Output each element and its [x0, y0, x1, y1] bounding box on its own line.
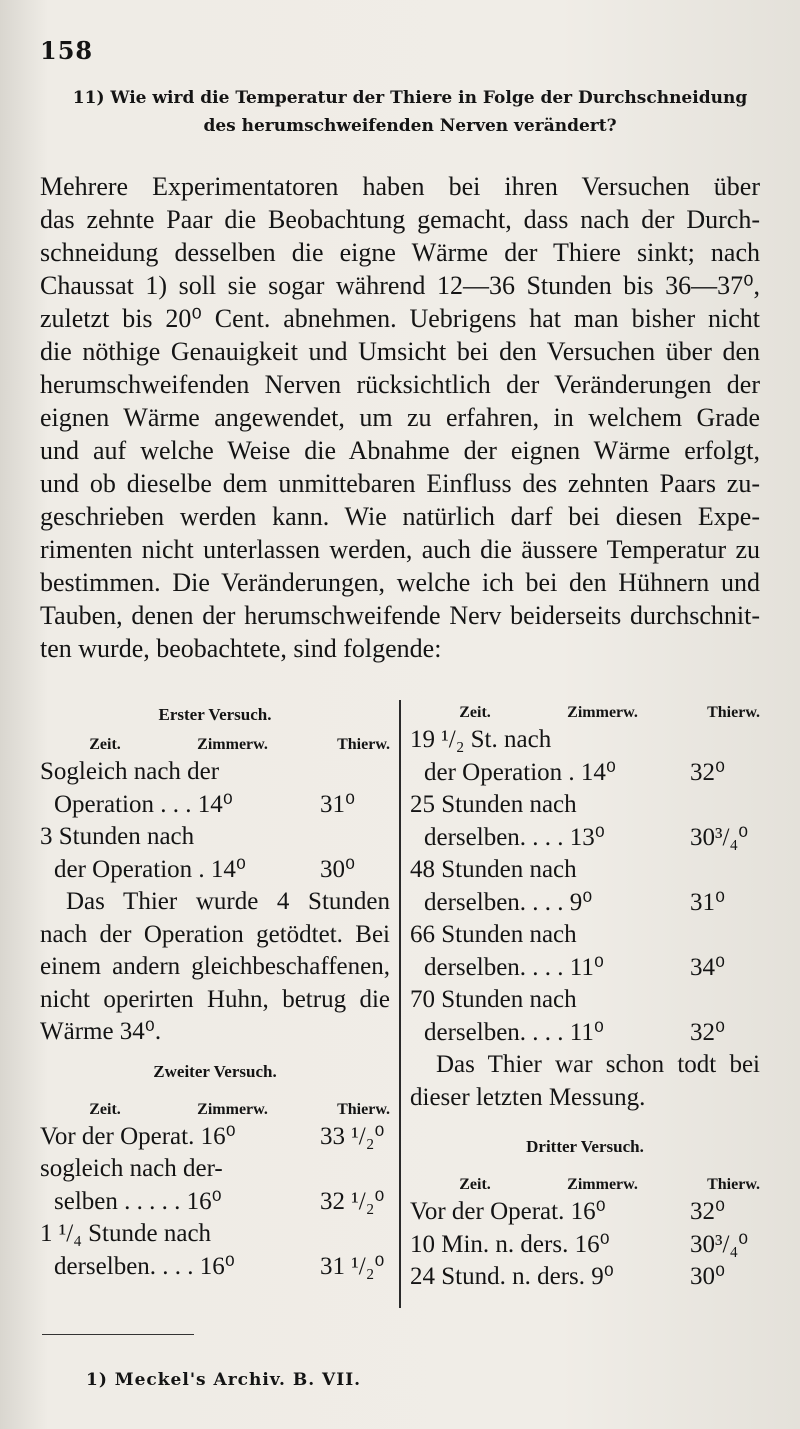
table-row: 1 ¹/₄ Stunde nach [40, 1220, 212, 1247]
table-row: derselben. . . . 11⁰ 34⁰ [424, 953, 726, 981]
table-row: Operation . . . 14⁰ 31⁰ [54, 790, 356, 818]
table-row: Sogleich nach der [40, 758, 220, 785]
column-headers: Zeit. Zimmerw. Thierw. [459, 1176, 760, 1193]
table-row: derselben. . . . 13⁰ 30³/₄⁰ [424, 823, 749, 851]
erster-cont-note: Das Thier war schon todt bei dieser letzten Messung. [410, 1051, 760, 1111]
table-row: 66 Stunden nach [410, 921, 577, 948]
table-row: 25 Stunden nach [410, 791, 577, 818]
paragraph-line: geschrieben werden kann. Wie natürlich darf bei diesen Expe- [40, 502, 760, 531]
column-headers: Zeit. Zimmerw. Thierw. [459, 704, 760, 721]
paragraph-line: das zehnte Paar die Beobachtung gemacht, dass nach der Durch- [40, 205, 760, 234]
heading-line-2: des herumschweifenden Nerven verändert? [203, 116, 617, 136]
header-thier: Thierw. [337, 736, 390, 753]
paragraph-line: Tauben, denen der herumschweifende Nerv beiderseits durchschnit- [40, 601, 760, 630]
header-zimmer: Zimmerw. [197, 736, 268, 753]
heading-line-1: 11) Wie wird die Temperatur der Thiere in Folge der Durchschneidung [72, 88, 748, 108]
table-row: 10 Min. n. ders. 16⁰ 30³/₄⁰ [410, 1230, 749, 1258]
table-row: 70 Stunden nach [410, 986, 577, 1013]
paragraph-line: eignen Wärme angewendet, um zu erfahren, in welchem Grade [40, 403, 760, 432]
column-divider [399, 700, 401, 1308]
table-row: 24 Stund. n. ders. 9⁰ 30⁰ [410, 1263, 726, 1290]
paragraph-line: bestimmen. Die Veränderungen, welche ich bei den Hühnern und [40, 568, 760, 597]
right-column [410, 702, 760, 1294]
table-row: Vor der Operat. 16⁰ 33 ¹/₂⁰ [40, 1122, 385, 1150]
footnote-rule [42, 1334, 194, 1335]
zweiter-versuch-title: Zweiter Versuch. [153, 1061, 277, 1081]
paragraph-line: zuletzt bis 20⁰ Cent. abnehmen. Uebrigens hat man bisher nicht [40, 304, 760, 333]
paragraph-line: Mehrere Experimentatoren haben bei ihren Versuchen über [40, 172, 760, 201]
table-row: 3 Stunden nach [40, 823, 195, 850]
footnote: 1) Meckel's Archiv. B. VII. [86, 1370, 362, 1390]
paragraph-line: herumschweifenden Nerven rücksichtlich der Veränderungen der [40, 370, 760, 399]
table-row: derselben. . . . 9⁰ 31⁰ [424, 888, 726, 916]
left-column [40, 702, 390, 1283]
paragraph-line: ten wurde, beobachtete, sind folgende: [40, 634, 442, 663]
column-headers: Zeit. Zimmerw. Thierw. [89, 1100, 390, 1118]
table-row: derselben. . . . 11⁰ 32⁰ [424, 1018, 726, 1046]
table-row: 19 ¹/₂ St. nach [410, 726, 552, 753]
table-row: der Operation . 14⁰ 30⁰ [54, 855, 356, 883]
paragraph-line: schneidung desselben die eigne Wärme der Thiere sinkt; nach [40, 238, 760, 267]
paragraph-line: und auf welche Weise die Abnahme der eignen Wärme erfolgt, [40, 436, 760, 465]
paragraph-line: Chaussat 1) soll sie sogar während 12—36 Stunden bis 36—37⁰, [40, 271, 760, 300]
table-row: selben . . . . . 16⁰ 32 ¹/₂⁰ [54, 1187, 385, 1215]
erster-note: Das Thier wurde 4 Stunden nach der Operation getödtet. Bei einem andern gleichbeschaffenen, nicht operirten Huhn, betrug die Wärme 34⁰. [40, 888, 390, 1045]
paragraph-line: die nöthige Genauigkeit und Umsicht bei den Versuchen über den [40, 337, 760, 366]
section-heading [60, 84, 760, 140]
dritter-versuch-title: Dritter Versuch. [526, 1137, 644, 1156]
body-paragraph [40, 170, 760, 665]
page-number: 158 [40, 36, 94, 65]
table-row: Vor der Operat. 16⁰ 32⁰ [410, 1198, 726, 1225]
paragraph-line: und ob dieselbe dem unmittebaren Einfluss des zehnten Paars zu- [40, 469, 760, 498]
column-headers [40, 734, 390, 756]
table-row: derselben. . . . 16⁰ 31 ¹/₂⁰ [54, 1252, 385, 1280]
header-zeit: Zeit. [89, 736, 121, 753]
table-row: der Operation . 14⁰ 32⁰ [424, 758, 726, 786]
erster-versuch-title: Erster Versuch. [158, 705, 272, 724]
table-row: sogleich nach der- [40, 1155, 223, 1182]
table-row: 48 Stunden nach [410, 856, 577, 883]
paragraph-line: rimenten nicht unterlassen werden, auch die äussere Temperatur zu [40, 535, 760, 564]
